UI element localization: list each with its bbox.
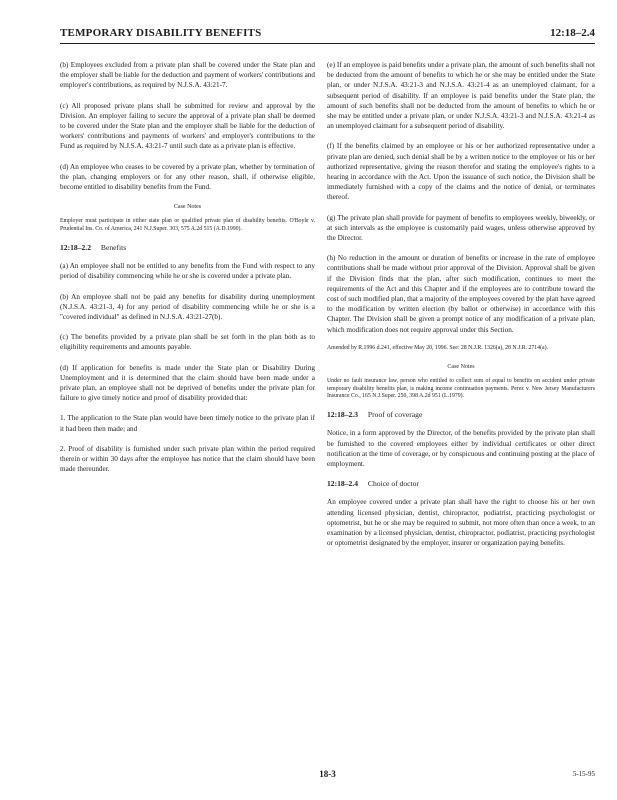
case-notes-heading: Case Notes bbox=[447, 363, 475, 370]
section-title: Choice of doctor bbox=[367, 479, 419, 489]
paragraph-2-2-c: (c) The benefits provided by a private plan shall be set forth in the plan both as to eligibility requirements and amounts payable. bbox=[60, 333, 315, 352]
running-header bbox=[60, 27, 595, 49]
left-column bbox=[60, 60, 315, 484]
paragraph-2-2-e: (e) If an employee is paid benefits under a private plan, the amount of such benefits shall not be deducted from the amount of benefits to which he or she may be entitled under the State plan, or under N.J.S.A. 43:21-3 and N.J.S.A. 43:21-4 as an unemployed claimant, for a subsequent period of disability. If an employee is paid benefits under the State plan, the amount of such benefits shall not be deducted from the amount of benefits to which he or she may be entitled under a private plan, or under N.J.S.A. 43:21-3 and N.J.S.A. 43:21-4 as an unemployed claimant for a subsequent period of disability. bbox=[327, 61, 595, 131]
paragraph-2-3: Notice, in a form approved by the Director, of the benefits provided by the private plan shall be furnished to the covered employees either by individual certificates or other direct notification at the time of coverage, or by conspicuous and continuing posting at the place of employment. bbox=[327, 429, 595, 469]
paragraph-2-2-d: (d) If application for benefits is made under the State plan or Disability During Unemployment and it is determined that the claim should have been made under a private plan, an employee shall not be deprived of benefits under the private plan for failure to give timely notice and proof of disability provided that: bbox=[60, 363, 315, 403]
revision-date: 5-15-95 bbox=[572, 770, 595, 778]
paragraph-b: (b) Employees excluded from a private plan shall be covered under the State plan and the employer shall be liable for the deduction and payment of workers' contributions and employer's contributions, as required by N.J.S.A. 43:21-7. bbox=[60, 61, 315, 90]
paragraph-2-4: An employee covered under a private plan shall have the right to choose his or her own attending licensed physician, dentist, chiropractor, podiatrist, practicing psychologist or optometrist, but he or she may be required to submit, not more often than once a week, to an examination by a licensed physician, dentist, chiropractor, podiatrist, practicing psychologist or optometrist designated by the employer, insurer or organization paying benefits. bbox=[327, 498, 595, 548]
section-title: Benefits bbox=[100, 243, 127, 253]
case-note: Employer must participate in either state plan or qualified private plan of disability benefits. O'Boyle v. Prudential Ins. Co. of America, 241 N.J.Super. 303, 575 A.2d 515 (A.D.1990). bbox=[60, 218, 315, 233]
section-number: 12:18–2.4 bbox=[327, 479, 359, 489]
section-number: 12:18–2.2 bbox=[60, 243, 92, 253]
section-heading-2-3 bbox=[327, 410, 595, 420]
paragraph-c: (c) All proposed private plans shall be submitted for review and approval by the Division. An employer failing to secure the approval of a private plan shall be deemed to be covered under the State plan and the employer shall be liable for the deduction of workers' contributions and payments of workers' and employer's contributions to the Fund as required by N.J.S.A. 43:21-7 until such date as a private plan is effective. bbox=[60, 101, 315, 151]
case-note: Under no fault insurance law, person who entitled to collect sum of equal to benefits on accident under private temporary disability benefits plan, is making income continuation payments. Perez v. New Jersey Manufacturers Insurance Co., 165 N.J.Super. 250, 398 A.2d 951 (L.1979). bbox=[327, 377, 595, 400]
case-notes-heading: Case Notes bbox=[173, 204, 202, 211]
paragraph-2-2-f: (f) If the benefits claimed by an employee or his or her authorized representative under a private plan are denied, such denial shall be by a written notice to the employee or his or her authorized representative, giving the reason therefor and stating the employee's rights to a hearing in accordance with the Act. Upon the issuance of such notice, the Division shall be immediately furnished with a copy of the claims and the notice of denial, or terminates thereof. bbox=[327, 142, 595, 202]
header-rule bbox=[60, 43, 595, 44]
page-footer bbox=[60, 769, 595, 789]
paragraph-2-2-g: (g) The private plan shall provide for payment of benefits to employees weekly, biweekly, or at such intervals as the employee is customarily paid wages, unless otherwise approved by the Director. bbox=[327, 213, 595, 243]
section-title: Proof of coverage bbox=[367, 410, 423, 420]
section-heading-2-4 bbox=[327, 479, 595, 489]
header-title: TEMPORARY DISABILITY BENEFITS bbox=[60, 27, 262, 39]
section-heading-2-2 bbox=[60, 243, 315, 253]
paragraph-2-2-d-1: 1. The application to the State plan would have been timely notice to the private plan if it had been then made; and bbox=[60, 414, 315, 433]
paragraph-2-2-a: (a) An employee shall not be entitled to any benefits from the Fund with respect to any period of disability commencing while he or she is covered under a private plan. bbox=[60, 262, 315, 281]
paragraph-d: (d) An employee who ceases to be covered by a private plan, whether by termination of the plan, changing employers or for any other reason, shall, if otherwise eligible, become entitled to disability benefits from the Fund. bbox=[60, 162, 315, 192]
right-column bbox=[327, 60, 595, 559]
paragraph-2-2-h: (h) No reduction in the amount or duration of benefits or increase in the rate of employee contributions shall be made without prior approval of the Division. Approval shall be given if the Division finds that the plan, after such modification, continues to meet the requirements of the Act and this Chapter and if the employees are to contribute toward the cost of such modified plan, that a majority of the employees covered by the plan have agreed to the modification by written election (by ballot or otherwise) in accordance with this Chapter. The Division shall be given a prompt notice of any modification of a private plan, which modification does not require approval under this Section. bbox=[327, 254, 595, 334]
amendment-note: Amended by R.1996 d.241, effective May 20, 1996. See: 28 N.J.R. 1326(a), 28 N.J.R. 2714(a). bbox=[327, 344, 548, 351]
section-number: 12:18–2.3 bbox=[327, 410, 359, 420]
header-section-ref: 12:18–2.4 bbox=[550, 27, 595, 39]
paragraph-2-2-b: (b) An employee shall not be paid any benefits for disability during unemployment (N.J.S.A. 43:21-3, 4) for any period of disability commencing while he or she is a "covered individual" as defined in N.J.S.A. 43:21-27(b). bbox=[60, 292, 315, 322]
paragraph-2-2-d-2: 2. Proof of disability is furnished under such private plan within the period required therein or within 30 days after the employee has notice that the claim should have been made thereunder. bbox=[60, 444, 315, 474]
page-number: 18-3 bbox=[319, 769, 336, 779]
